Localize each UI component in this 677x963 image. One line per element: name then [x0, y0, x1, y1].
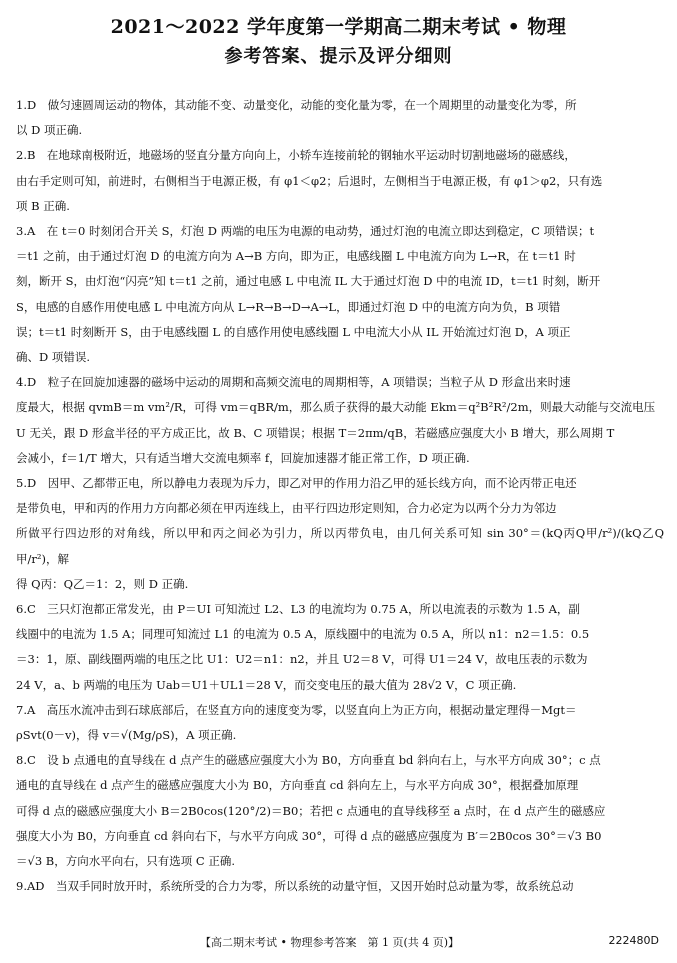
answer-line: 项 B 正确. — [16, 198, 70, 213]
answer-line: 误；t＝t1 时刻断开 S，由于电感线圈 L 的自感作用使电感线圈 L 中电流大小从 IL 开始流过灯泡 D，A 项正 — [16, 324, 571, 339]
answer-4 — [16, 370, 664, 471]
answer-line: 刻，断开 S，由灯泡“闪亮”知 t＝t1 之前，通过电感 L 中电流 IL 大于通过灯泡 D 中的电流 ID，t＝t1 时刻，断开 — [16, 274, 601, 289]
answer-line: 是带负电，甲和丙的作用力方向都必须在甲丙连线上，由平行四边形定则知，合力必定为以两个分力为邻边 — [16, 501, 557, 516]
answer-line: 确、D 项错误. — [16, 350, 91, 365]
answer-6 — [16, 597, 664, 698]
answer-line: 通电的直导线在 d 点产生的磁感应强度大小为 B0，方向垂直 cd 斜向左上，与水平方向成 30°，根据叠加原理 — [16, 778, 579, 793]
answer-line: 以 D 项正确. — [16, 123, 83, 138]
answer-line: ρSvt(0－v)，得 v＝√(Mg/ρS)，A 项正确. — [16, 728, 237, 743]
answer-line: 24 V，a、b 两端的电压为 Uab＝U1＋UL1＝28 V，而交变电压的最大值为 28√2 V，C 项正确. — [16, 677, 517, 692]
answer-line: 线圈中的电流为 1.5 A；同理可知流过 L1 的电流为 0.5 A，原线圈中的电流为 0.5 A，所以 n1：n2＝1.5：0.5 — [16, 627, 590, 642]
answer-line: ＝√3 B，方向水平向右，只有选项 C 正确. — [16, 854, 236, 869]
answer-2 — [16, 143, 664, 219]
answer-line: 2.B 在地球南极附近，地磁场的竖直分量方向向上，小轿车连接前轮的钢轴水平运动时切割地磁场的磁感线， — [16, 148, 576, 163]
answer-line: 1.D 做匀速圆周运动的物体，其动能不变、动量变化，动能的变化量为零，在一个周期里的动量变化为零，所 — [16, 98, 577, 112]
answer-line: 会减小，f＝1/T 增大，只有适当增大交流电频率 f，回旋加速器才能正常工作，D 项正确. — [16, 450, 470, 465]
answer-9 — [16, 874, 664, 899]
answer-line: ＝3：1，原、副线圈两端的电压之比 U1：U2＝n1：n2，并且 U2＝8 V，可得 U1＝24 V，故电压表的示数为 — [16, 652, 588, 667]
document-title: 2021～2022 学年度第一学期高二期末考试 • 物理 — [110, 16, 567, 38]
answer-line: 8.C 设 b 点通电的直导线在 d 点产生的磁感应强度大小为 B0，方向垂直 bd 斜向右上，与水平方向成 30°；c 点 — [16, 753, 601, 768]
answer-line: ＝t1 之前，由于通过灯泡 D 的电流方向为 A→B 方向，即为正，电感线圈 L 中电流方向为 L→R，在 t＝t1 时 — [16, 249, 576, 264]
answer-line: 所做平行四边形的对角线，所以甲和丙之间必为引力，所以丙带负电，由几何关系可知 sin 30°＝(kQ丙Q甲/r²)/(kQ乙Q甲/r²)，解 — [16, 526, 664, 566]
answer-line: S，电感的自感作用使电感 L 中电流方向从 L→R→B→D→A→L，即通过灯泡 D 中的电流方向为负，B 项错 — [16, 299, 561, 314]
answer-line: 4.D 粒子在回旋加速器的磁场中运动的周期和高频交流电的周期相等，A 项错误；当粒子从 D 形盒出来时速 — [16, 375, 571, 390]
answer-8 — [16, 748, 664, 874]
answer-line: 由右手定则可知，前进时，右侧相当于电源正极，有 φ1＜φ2；后退时，左侧相当于电源正极，有 φ1＞φ2，只有选 — [16, 173, 603, 188]
answer-7 — [16, 698, 664, 748]
answer-line: 7.A 高压水流冲击到石球底部后，在竖直方向的速度变为零，以竖直向上为正方向，根据动量定理得－Mgt＝ — [16, 702, 577, 717]
answer-line: 6.C 三只灯泡都正常发光，由 P＝UI 可知流过 L2、L3 的电流均为 0.75 A，所以电流表的示数为 1.5 A，副 — [16, 602, 580, 617]
answer-line: 9.AD 当双手同时放开时，系统所受的合力为零，所以系统的动量守恒，又因开始时总动量为零，故系统总动 — [16, 879, 574, 894]
answer-3 — [16, 219, 664, 370]
footer-code: 222480D — [608, 934, 659, 947]
document-subtitle: 参考答案、提示及评分细则 — [224, 46, 453, 67]
answer-1 — [16, 93, 664, 143]
answer-line: 度最大，根据 qvmB＝m vm²/R，可得 vm＝qBR/m，那么质子获得的最大动能 Ekm＝q²B²R²/2m，则最大动能与交流电压 — [16, 400, 656, 415]
answer-5 — [16, 471, 664, 597]
answer-line: 强度大小为 B0，方向垂直 cd 斜向右下，与水平方向成 30°，可得 d 点的磁感应强度为 B′＝2B0cos 30°＝√3 B0 — [16, 828, 602, 843]
answer-line: U 无关，跟 D 形盒半径的平方成正比，故 B、C 项错误；根据 T＝2πm/qB，若磁感应强度大小 B 增大，那么周期 T — [16, 425, 615, 440]
answer-list — [16, 93, 664, 900]
footer-page-info: 【高二期末考试 • 物理参考答案 第 1 页(共 4 页)】 — [200, 936, 460, 949]
answer-line: 5.D 因甲、乙都带正电，所以静电力表现为斥力，即乙对甲的作用力沿乙甲的延长线方向，而不论丙带正电还 — [16, 476, 577, 491]
answer-line: 可得 d 点的磁感应强度大小 B＝2B0cos(120°/2)＝B0；若把 c 点通电的直导线移至 a 点时，在 d 点产生的磁感应 — [16, 803, 606, 818]
answer-line: 得 Q丙：Q乙＝1：2，则 D 正确. — [16, 576, 189, 591]
answer-line: 3.A 在 t＝0 时刻闭合开关 S，灯泡 D 两端的电压为电源的电动势，通过灯泡的电流立即达到稳定，C 项错误；t — [16, 224, 595, 239]
